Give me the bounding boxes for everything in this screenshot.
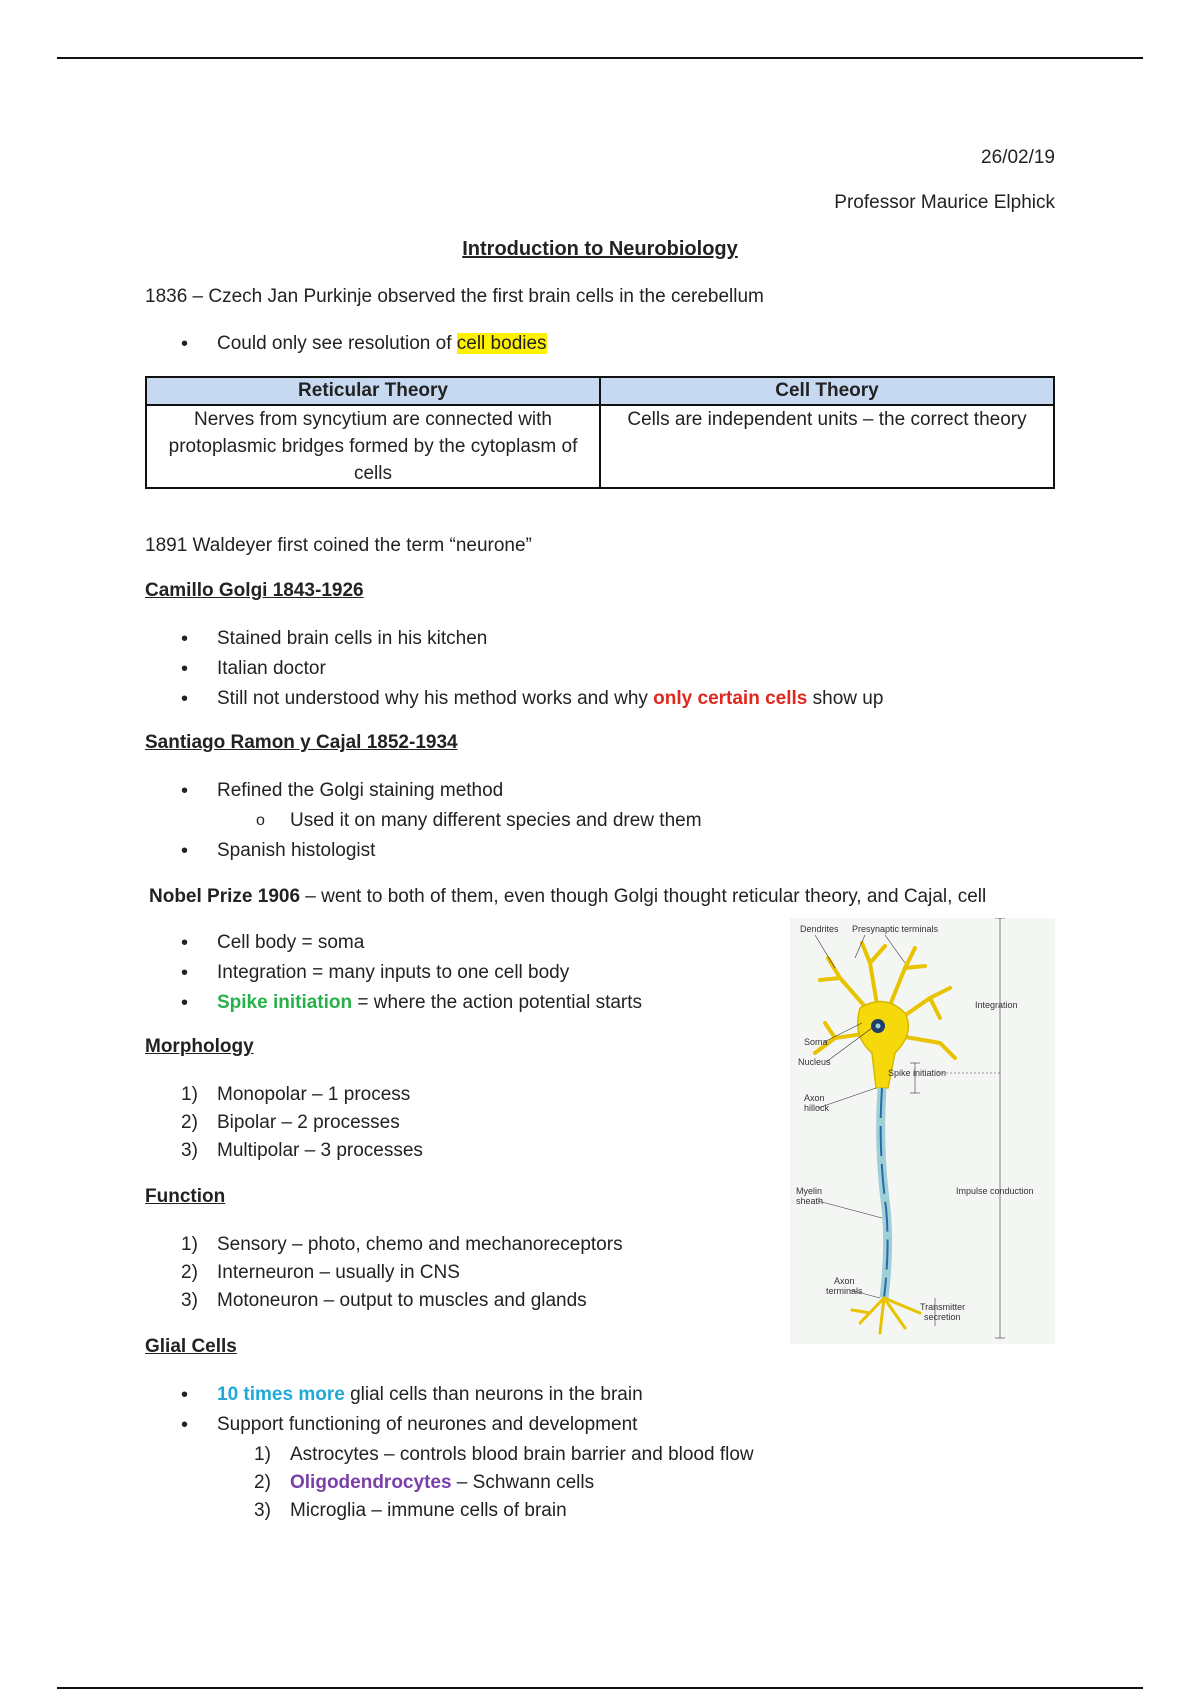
bottom-rule [57,1687,1143,1689]
author: Professor Maurice Elphick [834,192,1055,213]
list-item: 3) Motoneuron – output to muscles and glands [181,1290,587,1311]
label-axon-hillock-2: hillock [804,1103,830,1113]
label-spike-initiation: Spike initiation [888,1068,947,1078]
table-cell: Cells are independent units – the correct theory [600,405,1054,488]
function-heading: Function [145,1186,226,1207]
bullet-icon: • [181,780,189,802]
page-title: Introduction to Neurobiology [462,238,738,260]
neuron-terms-list [181,930,643,1020]
label-axon-terminals-1: Axon [834,1276,855,1286]
date: 26/02/19 [981,147,1055,168]
list-item: 2) Bipolar – 2 processes [181,1112,400,1133]
nobel-line: Nobel Prize 1906 – went to both of them, even though Golgi thought reticular theory, and Cajal, cell [149,886,987,907]
label-nucleus: Nucleus [798,1057,831,1067]
theory-table [145,376,1055,489]
morphology-list [181,1082,423,1166]
sub-list-item: 3) Microglia – immune cells of brain [254,1500,567,1521]
label-impulse-conduction: Impulse conduction [956,1186,1034,1196]
bullet-icon: • [181,1414,189,1436]
highlight-oligodendrocytes: Oligodendrocytes [290,1472,452,1493]
purkinje-line: 1836 – Czech Jan Purkinje observed the first brain cells in the cerebellum [145,286,764,307]
list-item: • Stained brain cells in his kitchen [181,628,488,650]
bullet-icon: • [181,688,189,710]
glial-heading: Glial Cells [145,1336,237,1357]
label-axon-hillock-1: Axon [804,1093,825,1103]
sub-list-item: 2) Oligodendrocytes – Schwann cells [254,1472,595,1493]
table-header: Cell Theory [600,377,1054,405]
neuron-diagram [790,918,1055,1344]
bullet-icon: • [181,1384,189,1406]
list-item: • Integration = many inputs to one cell body [181,962,570,984]
cajal-list [181,778,702,868]
list-item: • Could only see resolution of cell bodies [181,333,547,355]
label-presynaptic-terminals: Presynaptic terminals [852,924,939,934]
label-integration: Integration [975,1000,1018,1010]
sub-list-item: o Used it on many different species and drew them [290,808,702,838]
bullet-icon: • [181,333,189,355]
morphology-heading: Morphology [145,1036,254,1057]
list-item: 1) Sensory – photo, chemo and mechanoreceptors [181,1234,623,1255]
glial-list [181,1382,754,1526]
list-item: • Spike initiation = where the action potential starts [181,992,643,1014]
list-item: 3) Multipolar – 3 processes [181,1140,423,1161]
bullet-icon: • [181,992,189,1014]
bullet-icon: • [181,932,189,954]
table-cell: Nerves from syncytium are connected with protoplasmic bridges formed by the cytoplasm of cells [146,405,600,488]
table-header: Reticular Theory [146,377,600,405]
bullet-icon: • [181,628,189,650]
list-item: • Spanish histologist [181,840,376,862]
label-dendrites: Dendrites [800,924,839,934]
function-list [181,1232,623,1316]
label-soma: Soma [804,1037,828,1047]
list-item: • Support functioning of neurones and development [181,1414,638,1436]
highlight-10-times-more: 10 times more [217,1384,345,1405]
label-transmitter-2: secretion [924,1312,961,1322]
label-transmitter-1: Transmitter [920,1302,966,1312]
highlight-spike-initiation: Spike initiation [217,992,353,1013]
list-item: 1) Monopolar – 1 process [181,1084,411,1105]
label-axon-terminals-2: terminals [826,1286,863,1296]
label-myelin-1: Myelin [796,1186,823,1196]
cajal-heading: Santiago Ramon y Cajal 1852-1934 [145,732,458,753]
list-item: • 10 times more glial cells than neurons in the brain [181,1384,643,1406]
highlight-cell-bodies: cell bodies [456,333,547,354]
top-rule [57,57,1143,59]
circle-bullet-icon: o [256,812,265,829]
list-item: • Italian doctor [181,658,326,680]
list-item: • Still not understood why his method works and why only certain cells show up [181,688,884,710]
highlight-only-certain-cells: only certain cells [653,688,808,709]
waldeyer-line: 1891 Waldeyer first coined the term “neurone” [145,535,532,556]
golgi-list [181,626,884,716]
bullet-icon: • [181,840,189,862]
bullet-icon: • [181,962,189,984]
golgi-heading: Camillo Golgi 1843-1926 [145,580,364,601]
label-myelin-2: sheath [796,1196,824,1206]
list-item: • Cell body = soma [181,932,365,954]
list-item: 2) Interneuron – usually in CNS [181,1262,460,1283]
list-item: • Refined the Golgi staining method [181,780,504,802]
sub-list-item: 1) Astrocytes – controls blood brain barrier and blood flow [254,1444,754,1465]
purkinje-bullet-list [181,331,547,357]
bullet-icon: • [181,658,189,680]
diagram-background [790,918,1055,1344]
